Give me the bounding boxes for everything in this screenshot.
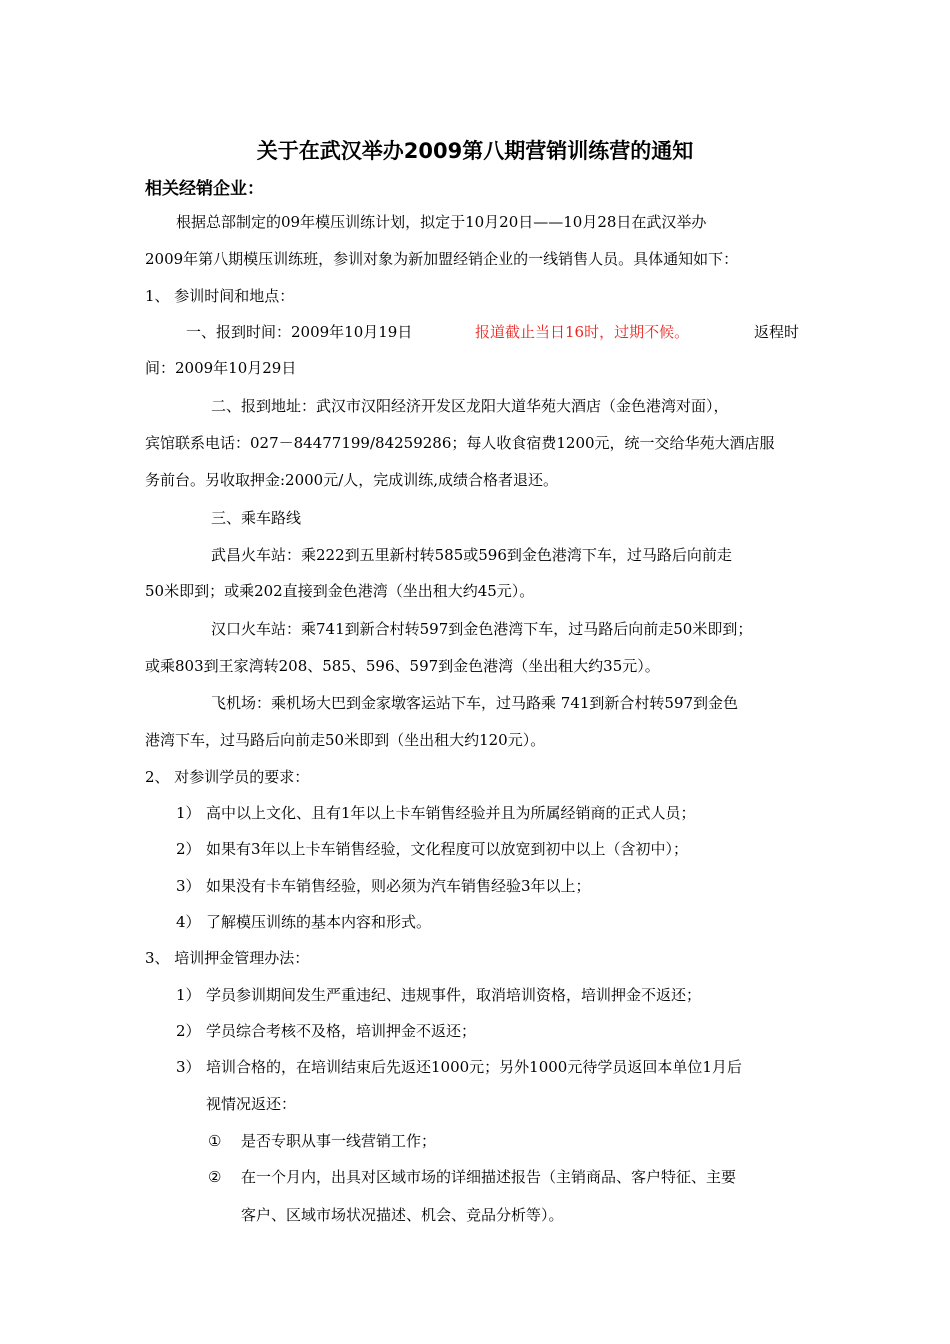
hankou-route-1: 汉口火车站：乘741到新合村转597到金色港湾下车，过马路后向前走50米即到； <box>211 620 753 638</box>
requirement-item <box>176 910 431 934</box>
requirement-item <box>176 801 696 825</box>
item-number: 3） <box>176 1058 201 1076</box>
report-time-warning: 报道截止当日16时，过期不候。 <box>475 323 690 341</box>
item-text: 培训合格的，在培训结束后先返还1000元；另外1000元待学员返回本单位1月后 <box>206 1058 742 1076</box>
requirement-item <box>176 837 688 861</box>
item-number: 4） <box>176 913 201 931</box>
wuchang-route-1: 武昌火车站：乘222到五里新村转585或596到金色港湾下车，过马路后向前走 <box>211 546 732 564</box>
airport-route-1: 飞机场：乘机场大巴到金家墩客运站下车，过马路乘 741到新合村转597到金色 <box>211 694 739 712</box>
item-number: ① <box>208 1132 222 1150</box>
item-text: 如果没有卡车销售经验，则必须为汽车销售经验3年以上； <box>206 877 591 895</box>
airport-route-2: 港湾下车，过马路后向前走50米即到（坐出租大约120元）。 <box>145 731 546 749</box>
address-line-2: 宾馆联系电话：027－84477199/84259286；每人收食宿费1200元，统一交给华苑大酒店服 <box>145 434 775 452</box>
item-text: 高中以上文化、且有1年以上卡车销售经验并且为所属经销商的正式人员； <box>206 804 696 822</box>
item-number: 3） <box>176 877 201 895</box>
return-time-label: 返程时 <box>754 323 800 341</box>
address-line-1: 二、报到地址：武汉市汉阳经济开发区龙阳大道华苑大酒店（金色港湾对面）， <box>211 397 729 415</box>
condition-item <box>208 1165 736 1189</box>
page-title: 关于在武汉举办2009第八期营销训练营的通知 <box>256 139 694 163</box>
route-heading: 三、乘车路线 <box>211 509 302 527</box>
item-number: 1） <box>176 804 201 822</box>
item-text: 在一个月内，出具对区域市场的详细描述报告（主销商品、客户特征、主要 <box>241 1168 737 1186</box>
section-3-heading: 3、 培训押金管理办法： <box>145 949 310 967</box>
section-2-heading: 2、 对参训学员的要求： <box>145 768 310 786</box>
section-1-heading: 1、 参训时间和地点： <box>145 287 295 305</box>
item-text: 学员参训期间发生严重违纪、违规事件，取消培训资格，培训押金不返还； <box>206 986 702 1004</box>
item-text: 学员综合考核不及格，培训押金不返还； <box>206 1022 477 1040</box>
return-time: 间：2009年10月29日 <box>145 359 297 377</box>
wuchang-route-2: 50米即到；或乘202直接到金色港湾（坐出租大约45元）。 <box>145 582 535 600</box>
deposit-item <box>176 1055 742 1079</box>
intro-line-1: 根据总部制定的09年模压训练计划，拟定于10月20日——10月28日在武汉举办 <box>176 213 707 231</box>
address-line-3: 务前台。另收取押金:2000元/人，完成训练,成绩合格者退还。 <box>145 471 559 489</box>
item-number: 2） <box>176 1022 201 1040</box>
item-text: 了解模压训练的基本内容和形式。 <box>206 913 432 931</box>
deposit-item-continuation: 视情况返还： <box>206 1095 297 1113</box>
item-number: 2） <box>176 840 201 858</box>
condition-item <box>208 1129 436 1153</box>
report-time: 一、报到时间：2009年10月19日 <box>186 323 413 341</box>
salutation: 相关经销企业： <box>145 179 264 199</box>
item-number: ② <box>208 1168 222 1186</box>
condition-item-continuation: 客户、区域市场状况描述、机会、竞品分析等）。 <box>241 1206 564 1224</box>
requirement-item <box>176 874 591 898</box>
item-text: 如果有3年以上卡车销售经验，文化程度可以放宽到初中以上（含初中）； <box>206 840 689 858</box>
item-number: 1） <box>176 986 201 1004</box>
deposit-item <box>176 1019 476 1043</box>
deposit-item <box>176 983 701 1007</box>
item-text: 是否专职从事一线营销工作； <box>241 1132 437 1150</box>
intro-line-2: 2009年第八期模压训练班，参训对象为新加盟经销企业的一线销售人员。具体通知如下： <box>145 250 739 268</box>
hankou-route-2: 或乘803到王家湾转208、585、596、597到金色港湾（坐出租大约35元）。 <box>145 657 660 675</box>
